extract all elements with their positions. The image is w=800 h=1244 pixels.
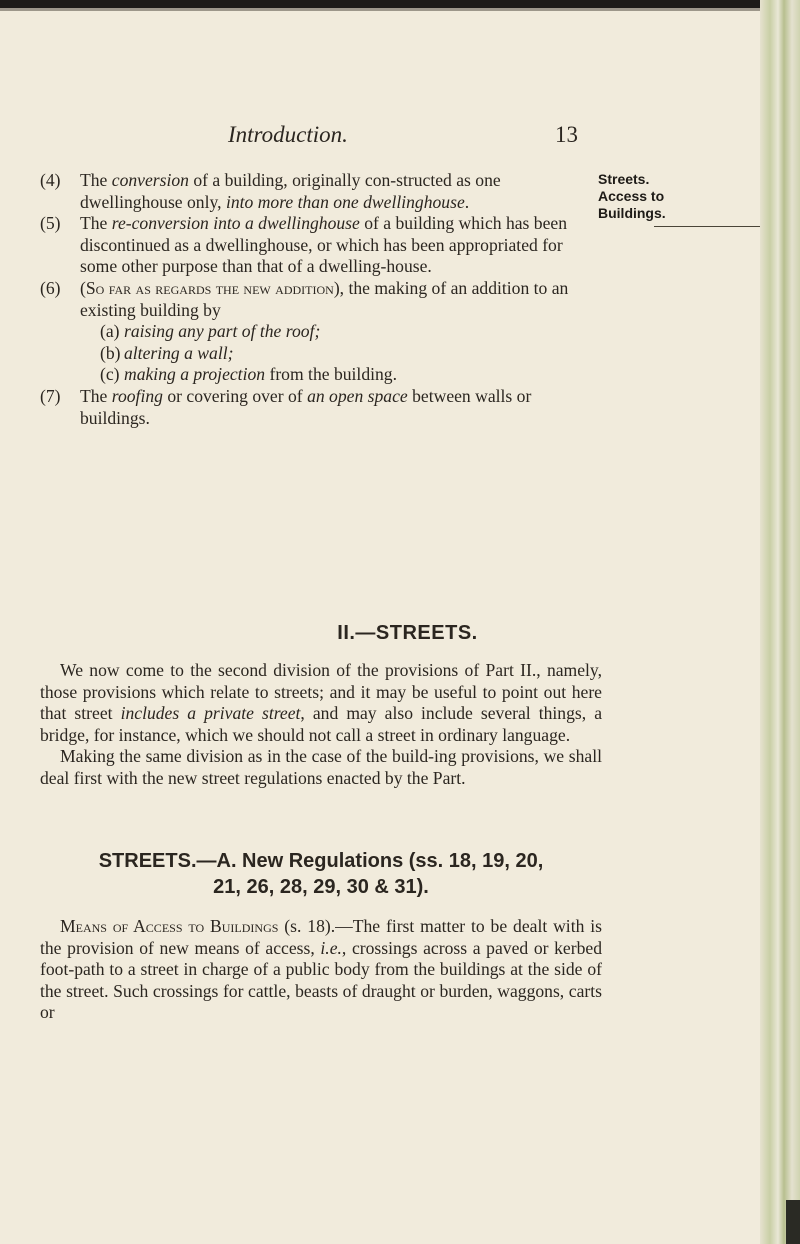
item-text: ( <box>80 277 86 298</box>
sub-item-text: from the building. <box>265 364 397 385</box>
regulations-heading-line2: 21, 26, 28, 29, 30 & 31). <box>213 876 429 898</box>
paragraph <box>40 916 602 1024</box>
item-text: The <box>80 385 112 406</box>
item-text: . <box>464 191 470 212</box>
sub-item-text: raising any part of the roof; <box>124 321 321 342</box>
list-item-7 <box>40 386 602 429</box>
paragraph <box>40 660 602 746</box>
item-text-italic: re-conversion into a dwellinghouse <box>111 213 360 234</box>
item-text: between walls or buildings. <box>80 385 532 428</box>
margin-note-access: Access to <box>598 188 665 204</box>
item-text: The <box>80 170 112 190</box>
running-head-title: Introduction. <box>228 122 348 147</box>
item-text: of a building, originally con-structed as one dwellinghouse only, <box>80 170 501 212</box>
streets-intro <box>40 660 602 790</box>
book-gutter-corner <box>786 1200 800 1244</box>
paragraph-text-italic: includes a private street <box>120 703 301 724</box>
paragraph-text: We now come to the second division of the provisions of Part II., namely, those provisions which relate to streets; and it may be useful to point out here that street <box>40 660 602 724</box>
item-text: of a building which has been discontinued as a dwellinghouse, or which has been appropriated for some other purpose than that of a dwelling-house. <box>80 213 568 277</box>
page-top-edge <box>0 0 800 8</box>
sub-item-b <box>40 343 602 365</box>
item-text-smallcaps: So far as regards the new addition <box>85 277 334 298</box>
list-item-4 <box>40 170 602 213</box>
enumerated-list <box>40 170 602 429</box>
regulations-heading-line1: STREETS.—A. New Regulations (ss. 18, 19, 20, <box>98 850 544 872</box>
item-number: (5) <box>40 213 61 234</box>
sub-item-c <box>40 364 602 386</box>
running-head <box>228 122 578 152</box>
item-number: (6) <box>40 277 61 298</box>
list-item-5 <box>40 213 602 278</box>
regulations-heading <box>40 848 602 900</box>
sub-item-letter: (c) <box>100 364 120 385</box>
item-text-italic: conversion <box>111 170 189 190</box>
paragraph-text: , and may also include several things, a bridge, for instance, which we should not call a street in ordinary language. <box>40 703 602 745</box>
item-text: or covering over of <box>162 385 308 406</box>
item-number: (4) <box>40 170 61 190</box>
sub-item-text-italic: making a projection <box>124 364 266 385</box>
page-top-shadow <box>0 8 800 11</box>
item-text-italic: into more than one dwellinghouse <box>225 191 465 212</box>
item-text-italic: an open space <box>307 385 408 406</box>
sub-item-letter: (b) <box>100 342 121 363</box>
section-heading: II.—STREETS. <box>337 622 478 644</box>
item-number: (7) <box>40 385 61 406</box>
item-text: The <box>80 213 112 234</box>
paragraph-text: (s. 18).—The first matter to be dealt with is the provision of new means of access, <box>40 916 602 958</box>
paragraph-text: , crossings across a paved or kerbed foot-path to a street in charge of a public body from the buildings at the side of the street. Such crossings for cattle, beasts of draught or burden, waggons, carts or <box>40 937 602 1023</box>
sub-item-text: altering a wall; <box>124 342 234 363</box>
book-gutter <box>760 0 800 1244</box>
sub-item-letter: (a) <box>100 321 120 342</box>
margin-note-rule <box>654 226 760 227</box>
means-of-access-paragraph <box>40 916 602 1024</box>
paragraph: Making the same division as in the case of the build-ing provisions, we shall deal first with the new street regulations enacted by the Part. <box>40 746 602 788</box>
item-text: ), the making of an addition to an existing building by <box>80 277 569 320</box>
item-text-italic: roofing <box>111 385 163 406</box>
margin-note <box>598 171 760 222</box>
list-item-6 <box>40 278 602 321</box>
paragraph-lead-smallcaps: Means of Access to Buildings <box>60 916 279 936</box>
sub-item-a <box>40 321 602 343</box>
paragraph-text-italic: i.e. <box>320 937 342 958</box>
margin-note-streets: Streets. <box>598 171 650 187</box>
margin-note-buildings: Buildings. <box>598 205 666 221</box>
page-number: 13 <box>555 122 578 147</box>
